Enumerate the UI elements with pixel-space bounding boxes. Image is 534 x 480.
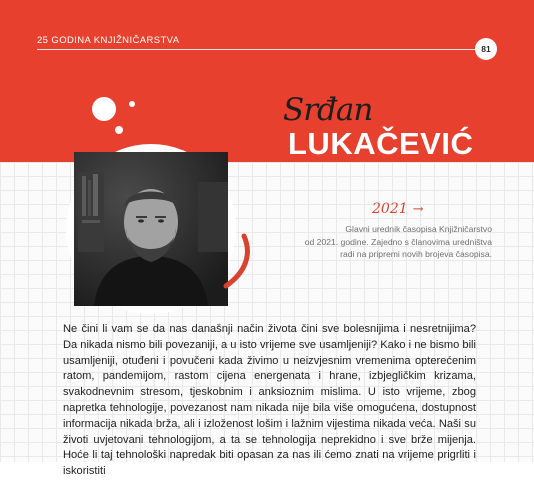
decorative-dot-tiny	[129, 101, 135, 107]
first-name: Srđan	[283, 92, 373, 128]
header-divider	[37, 49, 475, 50]
article-body: Ne čini li vam se da nas današnji način života čini sve bolesnijima i nesretnijima? Da nikada nismo bili povezaniji, a u isto vrijeme sve usamljeniji? Kako i ne bismo bili usamljeniji, otuđeni i povučeni kada živimo u neizvjesnim vremenima opterećenim ratom, pandemijom, rastom cijena energenata i hrane, izbjegličkim krizama, svakodnevnim stresom, tjeskobnim i anksioznim mislima. U isto vrijeme, zbog napretka tehnologije, povezanost nam nikada nije bila više omogućena, dostupnost informacija nikada brža, ali i izloženost lošim i lažnim vijestima nikada veća. Naši su životi uvjetovani tehnologijom, a ta se tehnologija neprekidno i sve brže mijenja. Hoće li taj tehnološki napredak biti opasan za nas ili ćemo znati na vrijeme prigrliti i iskoristiti	[63, 323, 476, 478]
portrait-photo	[74, 152, 228, 306]
page-number: 81	[475, 38, 497, 60]
decorative-arc	[214, 232, 252, 290]
caption-line: Glavni urednik časopisa Knjižničarstvo	[345, 224, 492, 234]
biography-caption	[266, 223, 492, 261]
portrait-illustration	[74, 152, 228, 306]
section-title: 25 GODINA KNJIŽNIČARSTVA	[37, 35, 180, 46]
decorative-dot-large	[92, 97, 116, 121]
year-marker	[372, 201, 424, 217]
caption-line: od 2021. godine. Zajedno s članovima uredništva	[304, 236, 492, 247]
caption-line: radi na pripremi novih brojeva časopisa.	[340, 249, 492, 259]
decorative-dot-small	[115, 126, 123, 134]
last-name: LUKAČEVIĆ	[288, 126, 474, 161]
arrow-right-icon: →	[412, 201, 424, 217]
year-label: 2021	[372, 201, 408, 217]
